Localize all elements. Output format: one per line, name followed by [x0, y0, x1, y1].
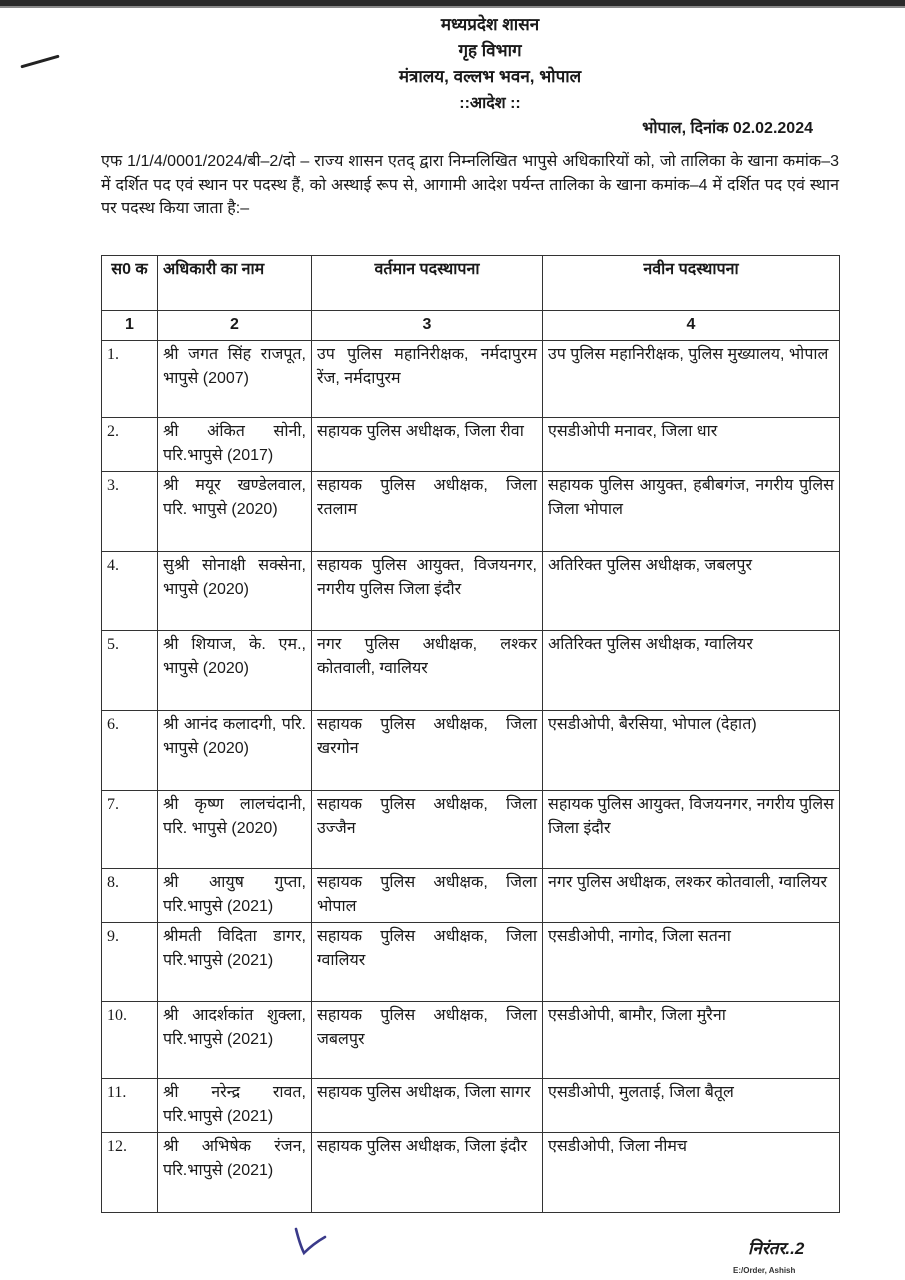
table-body — [102, 340, 840, 1212]
officer-name-cell: श्री अभिषेक रंजन, परि.भापुसे (2021) — [158, 1132, 312, 1212]
officer-name-cell: श्री मयूर खण्डेलवाल, परि. भापुसे (2020) — [158, 471, 312, 551]
current-posting-cell: सहायक पुलिस अधीक्षक, जिला भोपाल — [312, 868, 543, 922]
new-posting-cell: अतिरिक्त पुलिस अधीक्षक, ग्वालियर — [543, 630, 840, 710]
table-row — [102, 922, 840, 1001]
serial-cell: 1. — [102, 340, 158, 417]
serial-cell: 3. — [102, 471, 158, 551]
table-header-row — [102, 256, 840, 311]
current-posting-cell: सहायक पुलिस अधीक्षक, जिला खरगोन — [312, 710, 543, 790]
header-current-posting: वर्तमान पदस्थापना — [312, 256, 543, 311]
table-row — [102, 790, 840, 868]
serial-cell: 8. — [102, 868, 158, 922]
order-title: ::आदेश :: — [459, 95, 521, 112]
current-posting-cell: सहायक पुलिस अधीक्षक, जिला ग्वालियर — [312, 922, 543, 1001]
current-posting-cell: सहायक पुलिस अधीक्षक, जिला रीवा — [312, 417, 543, 471]
new-posting-cell: सहायक पुलिस आयुक्त, विजयनगर, नगरीय पुलिस जिला इंदौर — [543, 790, 840, 868]
posting-table — [101, 255, 840, 1213]
column-number: 3 — [312, 311, 543, 341]
new-posting-cell: एसडीओपी, बामौर, जिला मुरैना — [543, 1001, 840, 1078]
government-name: मध्यप्रदेश शासन — [440, 15, 540, 34]
current-posting-cell: सहायक पुलिस अधीक्षक, जिला जबलपुर — [312, 1001, 543, 1078]
new-posting-cell: उप पुलिस महानिरीक्षक, पुलिस मुख्यालय, भोपाल — [543, 340, 840, 417]
table-row — [102, 551, 840, 630]
header-serial: स0 क — [102, 256, 158, 311]
new-posting-cell: एसडीओपी मनावर, जिला धार — [543, 417, 840, 471]
header-officer-name: अधिकारी का नाम — [158, 256, 312, 311]
current-posting-cell: सहायक पुलिस अधीक्षक, जिला सागर — [312, 1078, 543, 1132]
table-column-number-row — [102, 311, 840, 341]
serial-cell: 6. — [102, 710, 158, 790]
officer-name-cell: श्री अंकित सोनी, परि.भापुसे (2017) — [158, 417, 312, 471]
new-posting-cell: नगर पुलिस अधीक्षक, लश्कर कोतवाली, ग्वालियर — [543, 868, 840, 922]
table-row — [102, 340, 840, 417]
new-posting-cell: सहायक पुलिस आयुक्त, हबीबगंज, नगरीय पुलिस जिला भोपाल — [543, 471, 840, 551]
table-row — [102, 1132, 840, 1212]
serial-cell: 11. — [102, 1078, 158, 1132]
officer-name-cell: श्री आयुष गुप्ता, परि.भापुसे (2021) — [158, 868, 312, 922]
table-row — [102, 868, 840, 922]
table-row — [102, 630, 840, 710]
officer-name-cell: सुश्री सोनाक्षी सक्सेना, भापुसे (2020) — [158, 551, 312, 630]
new-posting-cell: एसडीओपी, बैरसिया, भोपाल (देहात) — [543, 710, 840, 790]
pen-stroke-mark — [20, 55, 59, 69]
table-row — [102, 417, 840, 471]
current-posting-cell: सहायक पुलिस अधीक्षक, जिला इंदौर — [312, 1132, 543, 1212]
table-row — [102, 1001, 840, 1078]
serial-cell: 4. — [102, 551, 158, 630]
column-number: 4 — [543, 311, 840, 341]
officer-name-cell: श्री आदर्शकांत शुक्ला, परि.भापुसे (2021) — [158, 1001, 312, 1078]
new-posting-cell: अतिरिक्त पुलिस अधीक्षक, जबलपुर — [543, 551, 840, 630]
serial-cell: 10. — [102, 1001, 158, 1078]
serial-cell: 5. — [102, 630, 158, 710]
table-row — [102, 710, 840, 790]
current-posting-cell: उप पुलिस महानिरीक्षक, नर्मदापुरम रेंज, नर्मदापुरम — [312, 340, 543, 417]
serial-cell: 9. — [102, 922, 158, 1001]
current-posting-cell: सहायक पुलिस अधीक्षक, जिला उज्जैन — [312, 790, 543, 868]
department-name: गृह विभाग — [458, 41, 522, 60]
order-paragraph: एफ 1/1/4/0001/2024/बी–2/दो – राज्य शासन एतद् द्वारा निम्नलिखित भापुसे अधिकारियों को, जो तालिका के खाना कमांक–3 में दर्शित पद एवं स्थान पर पदस्थ हैं, को अस्थाई रूप से, आगामी आदेश पर्यन्त तालिका के खाना कमांक–4 में दर्शित पद एवं स्थान पर पदस्थ किया जाता है:– — [101, 153, 839, 217]
continued-note: निरंतर..2 — [748, 1239, 805, 1258]
serial-cell: 12. — [102, 1132, 158, 1212]
officer-name-cell: श्री आनंद कलादगी, परि. भापुसे (2020) — [158, 710, 312, 790]
table-row — [102, 471, 840, 551]
current-posting-cell: सहायक पुलिस अधीक्षक, जिला रतलाम — [312, 471, 543, 551]
officer-name-cell: श्री जगत सिंह राजपूत, भापुसे (2007) — [158, 340, 312, 417]
new-posting-cell: एसडीओपी, नागोद, जिला सतना — [543, 922, 840, 1001]
officer-name-cell: श्री कृष्ण लालचंदानी, परि. भापुसे (2020) — [158, 790, 312, 868]
serial-cell: 7. — [102, 790, 158, 868]
top-border-shadow — [0, 6, 905, 8]
office-address: मंत्रालय, वल्लभ भवन, भोपाल — [398, 67, 582, 86]
serial-cell: 2. — [102, 417, 158, 471]
current-posting-cell: सहायक पुलिस आयुक्त, विजयनगर, नगरीय पुलिस जिला इंदौर — [312, 551, 543, 630]
new-posting-cell: एसडीओपी, जिला नीमच — [543, 1132, 840, 1212]
officer-name-cell: श्री शियाज, के. एम., भापुसे (2020) — [158, 630, 312, 710]
officer-name-cell: श्री नरेन्द्र रावत, परि.भापुसे (2021) — [158, 1078, 312, 1132]
officer-name-cell: श्रीमती विदिता डागर, परि.भापुसे (2021) — [158, 922, 312, 1001]
file-reference: E:/Order, Ashish — [733, 1266, 796, 1275]
header-new-posting: नवीन पदस्थापना — [543, 256, 840, 311]
table-row — [102, 1078, 840, 1132]
current-posting-cell: नगर पुलिस अधीक्षक, लश्कर कोतवाली, ग्वालियर — [312, 630, 543, 710]
new-posting-cell: एसडीओपी, मुलताई, जिला बैतूल — [543, 1078, 840, 1132]
column-number: 1 — [102, 311, 158, 341]
tick-mark-icon — [292, 1227, 328, 1257]
place-date: भोपाल, दिनांक 02.02.2024 — [642, 120, 813, 137]
column-number: 2 — [158, 311, 312, 341]
